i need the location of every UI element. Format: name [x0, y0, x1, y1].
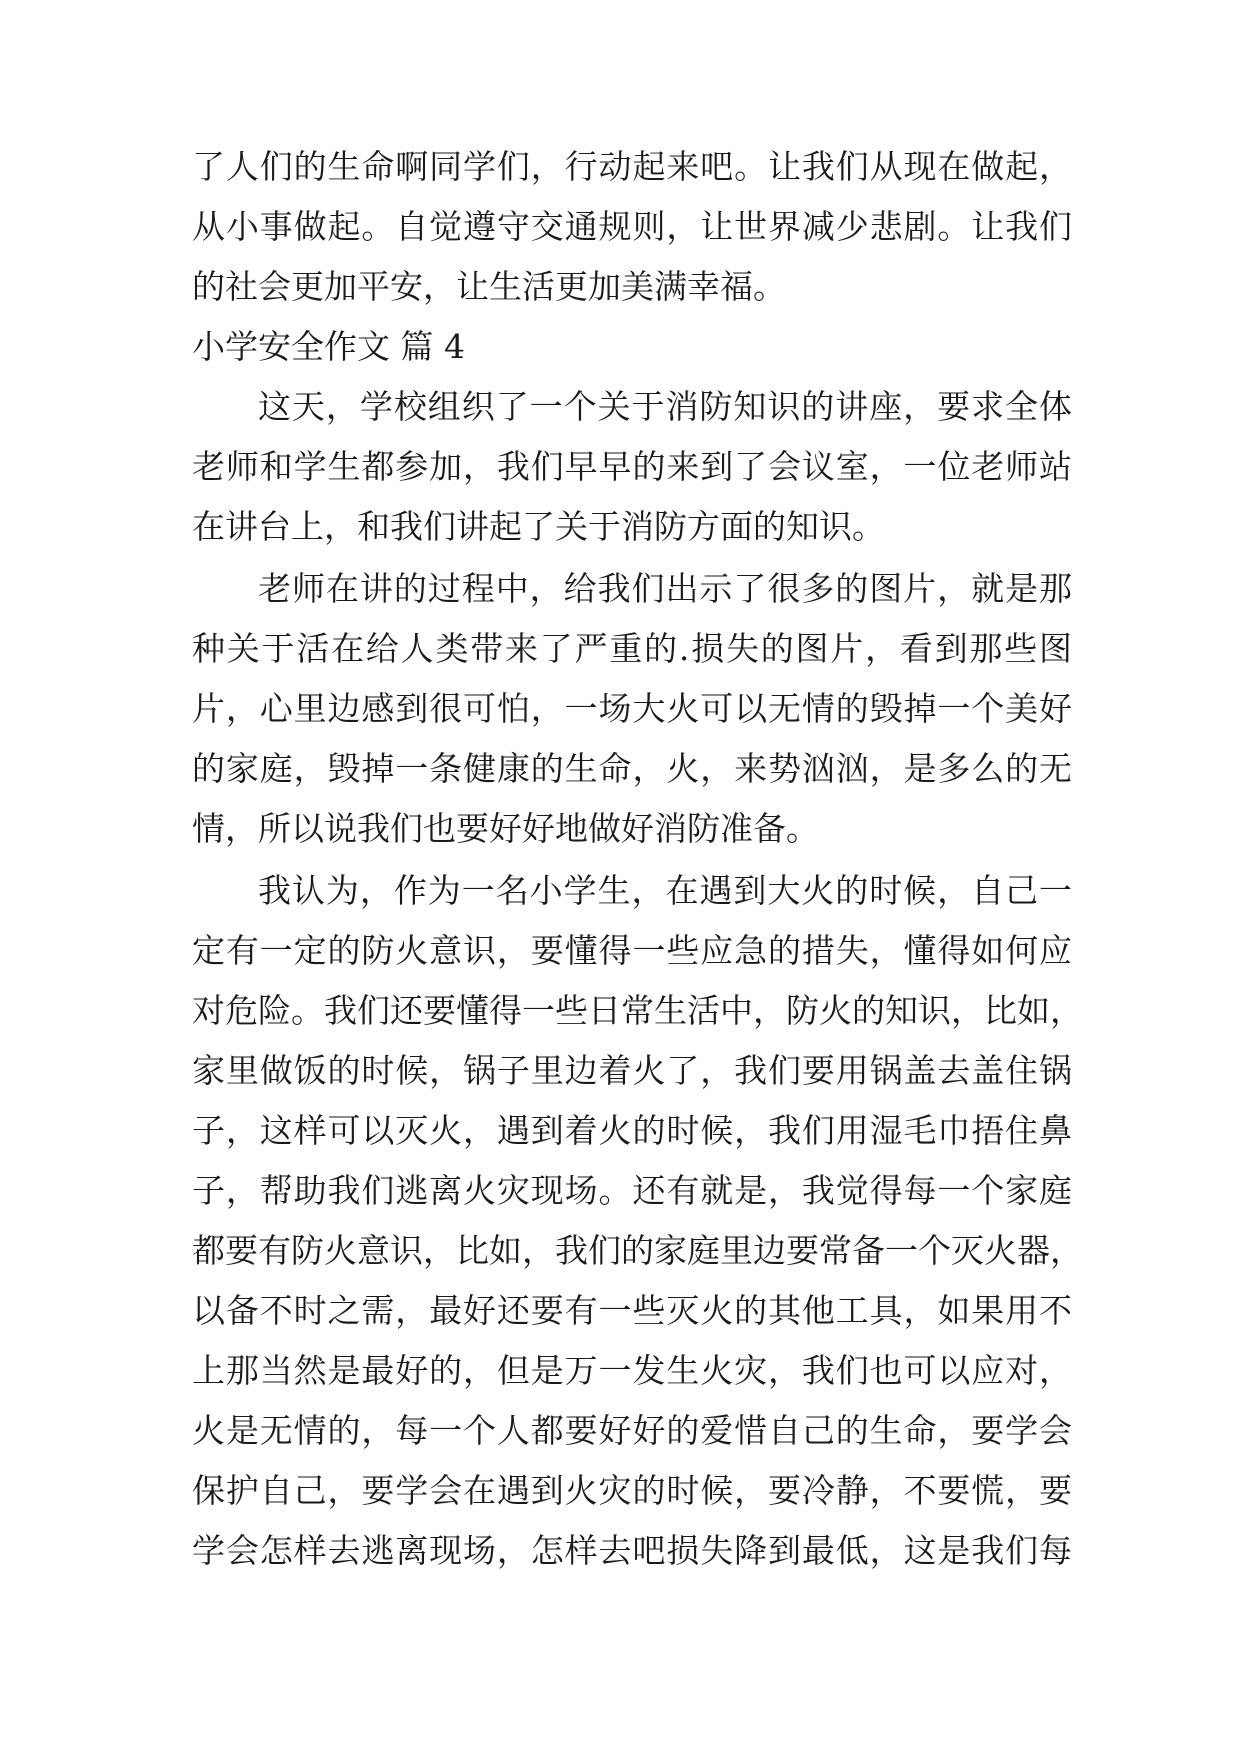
text-line: 种关于活在给人类带来了严重的.损失的图片，看到那些图	[192, 629, 1072, 668]
text-line: 情，所以说我们也要好好地做好消防准备。	[192, 809, 819, 848]
text-line: 片，心里边感到很可怕，一场大火可以无情的毁掉一个美好	[192, 689, 1072, 728]
text-line: 我认为，作为一名小学生，在遇到大火的时候，自己一	[258, 871, 1072, 910]
text-line: 以备不时之需，最好还要有一些灭火的其他工具，如果用不	[192, 1291, 1072, 1330]
text-line: 子，帮助我们逃离火灾现场。还有就是，我觉得每一个家庭	[192, 1171, 1072, 1210]
text-line: 的社会更加平安，让生活更加美满幸福。	[192, 267, 786, 306]
text-line: 定有一定的防火意识，要懂得一些应急的措失，懂得如何应	[192, 931, 1072, 970]
text-line: 火是无情的，每一个人都要好好的爱惜自己的生命，要学会	[192, 1411, 1072, 1450]
section-heading: 小学安全作文 篇 4	[192, 327, 465, 366]
text-line: 对危险。我们还要懂得一些日常生活中，防火的知识，比如，	[192, 991, 1083, 1030]
text-line: 家里做饭的时候，锅子里边着火了，我们要用锅盖去盖住锅	[192, 1051, 1072, 1090]
text-line: 在讲台上，和我们讲起了关于消防方面的知识。	[192, 507, 885, 546]
text-line: 老师在讲的过程中，给我们出示了很多的图片，就是那	[258, 569, 1072, 608]
text-line: 上那当然是最好的，但是万一发生火灾，我们也可以应对，	[192, 1351, 1072, 1390]
text-line: 这天，学校组织了一个关于消防知识的讲座，要求全体	[258, 387, 1072, 426]
text-line: 都要有防火意识，比如，我们的家庭里边要常备一个灭火器，	[192, 1231, 1083, 1270]
text-line: 了人们的生命啊同学们，行动起来吧。让我们从现在做起，	[192, 147, 1072, 186]
text-line: 的家庭，毁掉一条健康的生命，火，来势汹汹，是多么的无	[192, 749, 1072, 788]
text-line: 保护自己，要学会在遇到火灾的时候，要冷静，不要慌，要	[192, 1471, 1072, 1510]
text-line: 子，这样可以灭火，遇到着火的时候，我们用湿毛巾捂住鼻	[192, 1111, 1072, 1150]
text-line: 老师和学生都参加，我们早早的来到了会议室，一位老师站	[192, 447, 1072, 486]
text-line: 学会怎样去逃离现场，怎样去吧损失降到最低，这是我们每	[192, 1531, 1072, 1570]
text-line: 从小事做起。自觉遵守交通规则，让世界减少悲剧。让我们	[192, 207, 1072, 246]
